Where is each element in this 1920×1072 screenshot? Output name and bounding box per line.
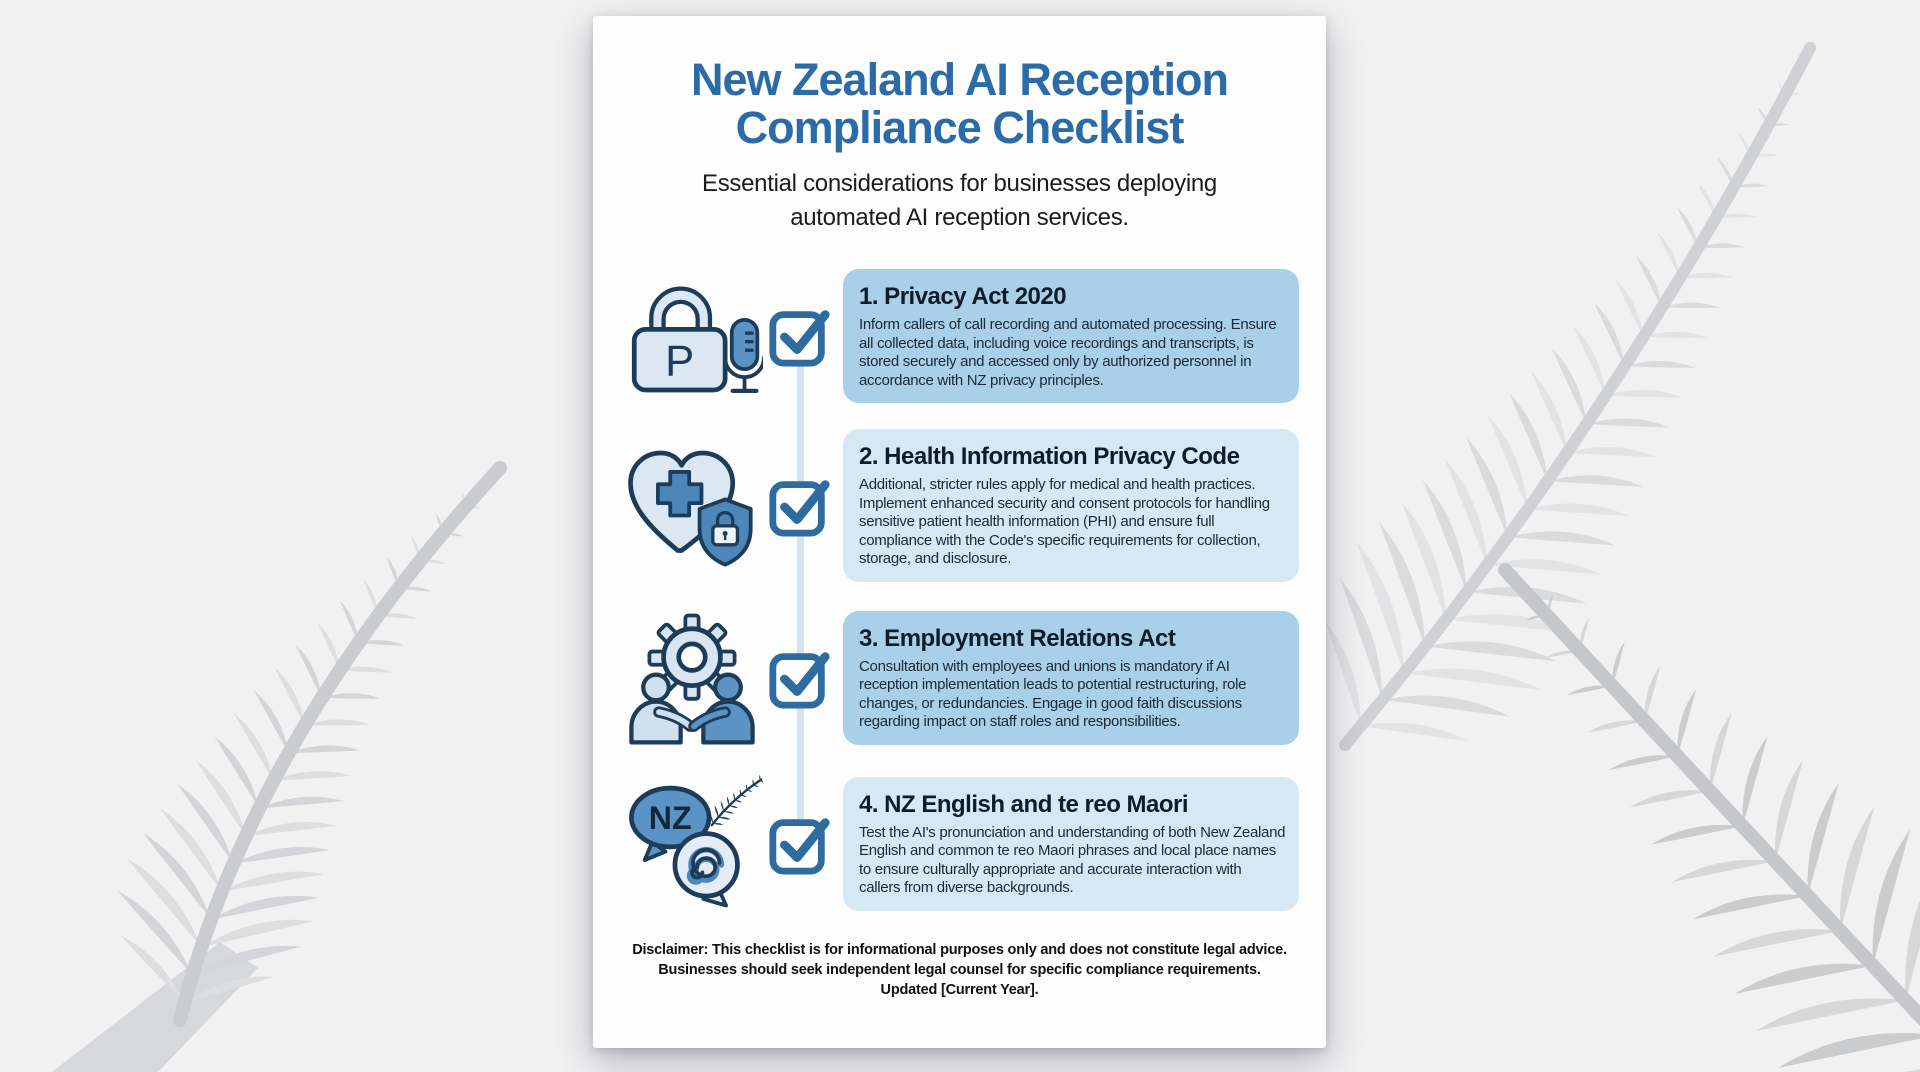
heart-cross-shield-lock-icon — [621, 437, 763, 575]
left-fern-frond — [117, 468, 500, 1020]
checklist-connector-line — [797, 336, 804, 844]
checklist-item-privacy-act — [621, 269, 1326, 403]
item-body: Test the AI's pronunciation and understanding of both New Zealand English and common te reo Maori phrases and local place names to ensure culturally appropriate and accurate interaction with callers from diverse backgrounds. — [859, 823, 1286, 897]
checkbox-language[interactable] — [763, 812, 837, 876]
mini-fern-sprig — [710, 775, 763, 825]
right-lower-fern-frond — [1504, 570, 1920, 1072]
nz-speech-bubbles-koru-fern-icon — [621, 774, 763, 914]
item-heading: 3. Employment Relations Act — [859, 624, 1176, 652]
checklist-card-language — [843, 777, 1299, 911]
lock-letter: P — [665, 338, 695, 387]
item-body: Additional, stricter rules apply for medical and health practices. Implement enhanced security and consent protocols for handling sensitive patient health information (PHI) and ensure full compliance with the Code's specific requirements for collection, storage, and disclosure. — [859, 476, 1270, 568]
checklist-item-health-privacy — [621, 429, 1326, 582]
padlock-p-microphone-icon — [621, 269, 763, 403]
disclaimer-text: Disclaimer: This checklist is for informational purposes only and does not constitute legal advice. Businesses should seek independent legal counsel for specific compliance requirements. Updated [Current Year]. — [632, 941, 1287, 998]
poster-title: New Zealand AI Reception Compliance Checklist — [691, 54, 1228, 153]
poster-card — [593, 16, 1326, 1048]
checkbox-health-privacy[interactable] — [763, 474, 837, 538]
item-heading: 1. Privacy Act 2020 — [859, 283, 1067, 311]
checklist — [593, 269, 1326, 914]
checklist-card-employment-relations — [843, 611, 1299, 745]
checklist-card-health-privacy — [843, 429, 1299, 582]
bubble-label: NZ — [648, 799, 692, 836]
checklist-card-privacy-act — [843, 269, 1299, 403]
checkbox-privacy-act[interactable] — [763, 304, 837, 368]
checklist-item-employment-relations — [621, 608, 1326, 748]
checkbox-employment-relations[interactable] — [763, 646, 837, 710]
poster-subtitle: Essential considerations for businesses deploying automated AI reception services. — [702, 170, 1217, 232]
checklist-item-language — [621, 774, 1326, 914]
item-heading: 4. NZ English and te reo Maori — [859, 790, 1189, 818]
handshake-gear-icon — [621, 608, 763, 748]
item-body: Inform callers of call recording and automated processing. Ensure all collected data, including voice recordings and transcripts, is stored securely and accessed only by authorized personnel in accordance with NZ privacy principles. — [859, 316, 1277, 389]
item-heading: 2. Health Information Privacy Code — [859, 443, 1240, 471]
item-body: Consultation with employees and unions is mandatory if AI reception implementation leads to potential restructuring, role changes, or redundancies. Engage in good faith discussions regarding impact on staff roles and responsibilities. — [859, 657, 1247, 731]
